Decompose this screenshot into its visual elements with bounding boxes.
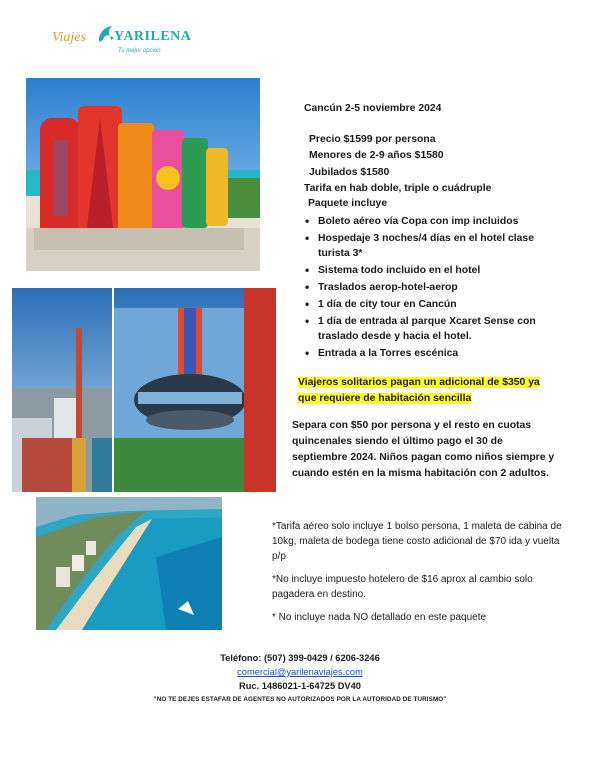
payment-note: Separa con $50 por persona y el resto en cuotas quincenales siendo el último pago el 30 de septiembre 2024. Niños pagan como niños siempre y cuando estén en la misma habitación con 2 adultos. (292, 420, 555, 479)
includes-item: • Traslados aerop-hotel-aerop (304, 280, 554, 295)
fraud-warning: "NO TE DEJES ESTAFAR DE AGENTES NO AUTORIZADOS POR LA AUTORIDAD DE TURISMO" (153, 696, 447, 703)
includes-item: • 1 día de city tour en Cancún (304, 297, 554, 312)
scenic-tower-photo (12, 288, 276, 492)
cancun-sign-photo (26, 78, 260, 271)
logo-tagline: Tu mejor opción (118, 48, 161, 54)
note-item: *No incluye impuesto hotelero de $16 aprox al cambio solo pagadera en destino. (272, 574, 533, 600)
dolphin-logo-icon (96, 24, 116, 46)
notes-block (272, 519, 562, 633)
solo-traveler-text: Viajeros solitarios pagan un adicional de $350 ya que requiere de habitación sencilla (298, 377, 540, 404)
price-line: Precio $1599 por persona (309, 134, 436, 145)
includes-item: • Entrada a la Torres escénica (304, 346, 554, 361)
note-item: * No incluye nada NO detallado en este paquete (272, 612, 487, 623)
minors-price-line: Menores de 2-9 años $1580 (309, 150, 444, 161)
package-heading: Paquete incluye (308, 198, 388, 209)
footer (0, 651, 600, 707)
includes-item: • 1 día de entrada al parque Xcaret Sense con traslado desde y hacia el hotel. (304, 314, 554, 344)
logo-word-yarilena: YARILENA (114, 29, 192, 44)
includes-item: • Hospedaje 3 noches/4 días en el hotel clase turista 3* (304, 231, 554, 261)
seniors-price-line: Jubilados $1580 (309, 167, 390, 178)
logo-word-viajes: Viajes (52, 30, 86, 45)
email-link[interactable]: comercial@yarilenaviajes.com (237, 667, 363, 677)
note-item: *Tarifa aéreo solo incluye 1 bolso persona, 1 maleta de cabina de 10kg, maleta de bodega tiene costo adicional de $70 ida y vuelta p/p (272, 521, 562, 562)
aerial-hotel-zone-photo (36, 497, 222, 630)
phone-line: Teléfono: (507) 399-0429 / 6206-3246 (220, 653, 380, 663)
rate-line: Tarifa en hab doble, triple o cuádruple (304, 183, 492, 194)
brand-logo (52, 24, 192, 54)
includes-item: • Sistema todo incluido en el hotel (304, 263, 554, 278)
ruc-line: Ruc. 1486021-1-64725 DV40 (239, 681, 361, 691)
solo-traveler-note (298, 375, 558, 407)
includes-list (304, 214, 554, 363)
trip-title: Cancún 2-5 noviembre 2024 (304, 103, 442, 114)
includes-item: • Boleto aéreo vía Copa con imp incluidos (304, 214, 554, 229)
